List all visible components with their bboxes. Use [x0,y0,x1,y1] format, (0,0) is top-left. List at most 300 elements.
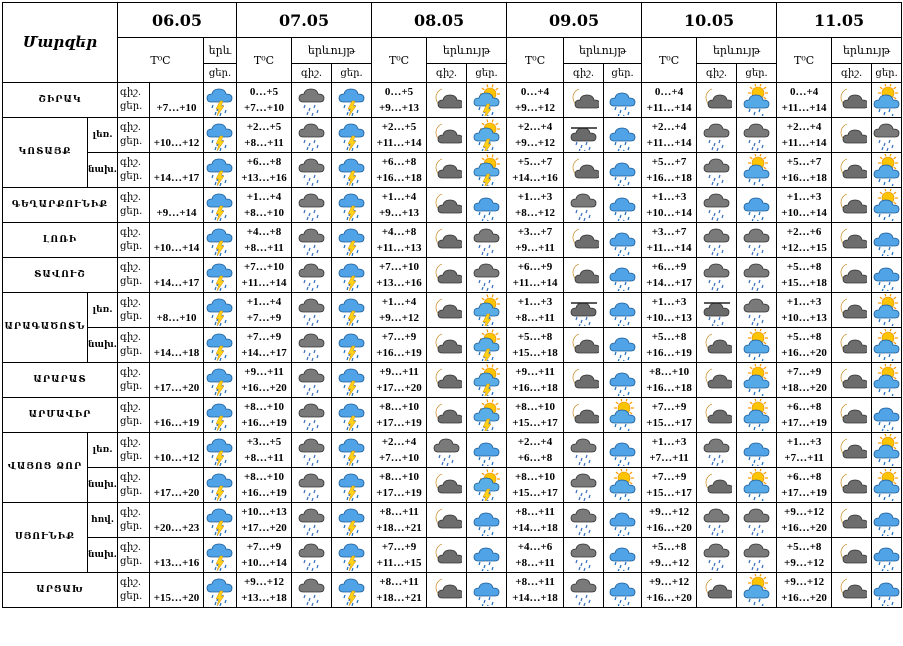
temperature: +2…+5 +8…+11 [237,118,292,153]
cloudy-icon [604,328,642,363]
temperature: +7…+9 +14…+17 [237,328,292,363]
day-night-labels: գիշ. ցեր. [118,538,150,573]
rain-cloud-icon [697,503,737,538]
temperature: +2…+4 +9…+12 [507,118,564,153]
sun-storm-icon [467,118,507,153]
moon-cloud-icon [832,188,872,223]
sun-rain-icon [872,363,902,398]
temperature: +5…+8 +9…+12 [642,538,697,573]
sun-storm-icon [467,398,507,433]
sun-rain-icon [737,573,777,608]
temperature: +8…+11 +14…+18 [507,573,564,608]
moon-cloud-icon [564,258,604,293]
moon-cloud-icon [832,153,872,188]
cloudy-icon [604,433,642,468]
temperature: +7…+9 +15…+17 [642,398,697,433]
temperature: +8…+11 +18…+21 [372,573,427,608]
rain-cloud-icon [872,118,902,153]
cloudy-icon [737,188,777,223]
storm-cloud-icon [332,223,372,258]
storm-cloud-icon [204,363,237,398]
temperature: +9…+12 +16…+20 [642,573,697,608]
day-label: ցեր. [872,64,902,83]
day-label: ցեր. [604,64,642,83]
rain-cloud-icon [292,328,332,363]
moon-cloud-icon [832,223,872,258]
moon-cloud-icon [427,503,467,538]
temperature: +20…+23 [150,503,204,538]
rain-cloud-icon [292,538,332,573]
storm-cloud-icon [204,293,237,328]
phenomenon-header: երևույթ [832,38,902,64]
rain-cloud-icon [292,398,332,433]
temperature: +16…+19 [150,398,204,433]
temperature: +14…+17 [150,258,204,293]
moon-cloud-icon [427,468,467,503]
moon-cloud-icon [697,328,737,363]
moon-cloud-icon [697,573,737,608]
sun-rain-icon [737,153,777,188]
moon-cloud-icon [427,328,467,363]
region-name: ՇԻՐԱԿ [3,83,118,118]
rain-cloud-icon [737,538,777,573]
rain-cloud-icon [737,118,777,153]
rain-cloud-icon [292,503,332,538]
rain-cloud-icon [564,503,604,538]
temperature: +4…+6 +8…+11 [507,538,564,573]
phenomenon-header: երևույթ [697,38,777,64]
moon-cloud-icon [427,258,467,293]
rain-cloud-icon [292,188,332,223]
rain-cloud-icon [292,293,332,328]
sun-rain-icon [872,433,902,468]
temperature: +5…+8 +15…+18 [507,328,564,363]
table-row [3,398,902,433]
storm-cloud-icon [332,118,372,153]
moon-cloud-icon [427,83,467,118]
day-night-labels: գիշ. ցեր. [118,503,150,538]
rain-cloud-icon [697,188,737,223]
cloudy-icon [467,503,507,538]
moon-cloud-icon [832,573,872,608]
table-row [3,573,902,608]
rain-cloud-icon [564,433,604,468]
moon-cloud-icon [832,328,872,363]
cloudy-icon [604,573,642,608]
storm-cloud-icon [332,293,372,328]
rain-cloud-icon [292,363,332,398]
sun-rain-icon [737,328,777,363]
day-night-labels: գիշ. ցեր. [118,188,150,223]
subregion-label: նախ. [88,538,118,573]
temperature: +5…+8 +9…+12 [777,538,832,573]
temperature: +15…+20 [150,573,204,608]
rain-cloud-icon [467,258,507,293]
storm-cloud-icon [332,538,372,573]
moon-cloud-icon [832,118,872,153]
sun-rain-icon [872,293,902,328]
moon-cloud-icon [427,223,467,258]
storm-cloud-icon [204,258,237,293]
temperature: +1…+4 +9…+13 [372,188,427,223]
temperature: +1…+3 +10…+14 [777,188,832,223]
temperature: +7…+9 +16…+19 [372,328,427,363]
sun-rain-icon [604,468,642,503]
day-night-labels: գիշ. ցեր. [118,468,150,503]
rain-cloud-icon [697,118,737,153]
temperature: +10…+14 [150,223,204,258]
moon-cloud-icon [697,398,737,433]
moon-cloud-icon [427,398,467,433]
temperature: +10…+12 [150,433,204,468]
forecast-table [2,2,902,608]
cloudy-icon [604,118,642,153]
date-header: 11.05 [777,3,902,38]
storm-cloud-icon [204,398,237,433]
rain-cloud-icon [697,223,737,258]
temperature: +1…+3 +10…+13 [777,293,832,328]
temperature: +8…+10 +17…+19 [372,468,427,503]
temp-header: T⁰C [118,38,204,83]
temperature: +8…+10 +17…+19 [372,398,427,433]
sun-rain-icon [872,153,902,188]
moon-cloud-icon [427,153,467,188]
moon-cloud-icon [427,573,467,608]
sun-rain-icon [872,188,902,223]
cloudy-icon [467,538,507,573]
storm-cloud-icon [204,328,237,363]
moon-cloud-icon [427,293,467,328]
subregion-label: հով. [88,503,118,538]
date-header: 09.05 [507,3,642,38]
temperature: +9…+12 +16…+20 [777,503,832,538]
table-row [3,293,902,328]
moon-cloud-icon [832,468,872,503]
moon-cloud-icon [564,398,604,433]
temperature: +8…+10 +15…+17 [507,398,564,433]
storm-cloud-icon [332,363,372,398]
moon-cloud-icon [427,118,467,153]
storm-cloud-icon [204,118,237,153]
day-night-labels: գիշ. ցեր. [118,398,150,433]
moon-cloud-icon [564,363,604,398]
day-night-labels: գիշ. ցեր. [118,573,150,608]
temperature: 0…+4 +9…+12 [507,83,564,118]
temperature: +8…+11 +14…+18 [507,503,564,538]
region-name: ՏԱՎՈՒՇ [3,258,118,293]
region-name: ԱՐԱՐԱՏ [3,363,118,398]
storm-cloud-icon [332,503,372,538]
temperature: +7…+10 +11…+14 [237,258,292,293]
day-night-labels: գիշ. ցեր. [118,328,150,363]
day-night-labels: գիշ. ցեր. [118,223,150,258]
temp-header: T⁰C [372,38,427,83]
sun-storm-icon [467,468,507,503]
cloudy-icon [872,258,902,293]
day-night-labels: գիշ. ցեր. [118,153,150,188]
subregion-label: լեռ. [88,293,118,328]
temperature: +9…+12 +16…+20 [777,573,832,608]
moon-cloud-icon [832,363,872,398]
storm-cloud-icon [204,153,237,188]
moon-cloud-icon [427,363,467,398]
temperature: +1…+3 +8…+11 [507,293,564,328]
cloudy-icon [604,503,642,538]
temperature: +6…+9 +14…+17 [642,258,697,293]
rain-cloud-icon [564,188,604,223]
night-label: գիշ. [292,64,332,83]
day-night-labels: գիշ. ցեր. [118,293,150,328]
rain-cloud-icon [292,573,332,608]
temperature: 0…+5 +9…+13 [372,83,427,118]
night-label: գիշ. [832,64,872,83]
moon-cloud-icon [697,83,737,118]
temperature: +6…+9 +11…+14 [507,258,564,293]
temperature: +7…+9 +10…+14 [237,538,292,573]
cloudy-icon [872,538,902,573]
cloudy-icon [604,258,642,293]
temperature: +2…+4 +11…+14 [777,118,832,153]
storm-cloud-icon [204,188,237,223]
storm-cloud-icon [204,538,237,573]
temperature: +9…+11 +16…+18 [507,363,564,398]
region-name: ԳԵՂԱՐՔՈՒՆԻՔ [3,188,118,223]
temp-header: T⁰C [507,38,564,83]
date-header: 08.05 [372,3,507,38]
rain-cloud-icon [737,293,777,328]
fog-cloud-icon [564,293,604,328]
temperature: +1…+4 +8…+10 [237,188,292,223]
region-name: ԱՐՄԱՎԻՐ [3,398,118,433]
temperature: +2…+4 +6…+8 [507,433,564,468]
table-row [3,153,902,188]
rain-cloud-icon [564,573,604,608]
temperature: +17…+20 [150,363,204,398]
temperature: +1…+3 +10…+14 [642,188,697,223]
temp-header: T⁰C [777,38,832,83]
day-night-labels: գիշ. ցեր. [118,433,150,468]
storm-cloud-icon [332,433,372,468]
temperature: +7…+10 [150,83,204,118]
moon-cloud-icon [564,153,604,188]
storm-cloud-icon [332,468,372,503]
cloudy-icon [604,83,642,118]
day-night-labels: գիշ. ցեր. [118,118,150,153]
rain-cloud-icon [427,433,467,468]
cloudy-icon [467,573,507,608]
temperature: +7…+9 +15…+17 [642,468,697,503]
moon-cloud-icon [832,503,872,538]
rain-cloud-icon [292,433,332,468]
moon-cloud-icon [697,363,737,398]
day-night-labels: գիշ. ցեր. [118,83,150,118]
temperature: +14…+18 [150,328,204,363]
storm-cloud-icon [332,398,372,433]
moon-cloud-icon [427,538,467,573]
temperature: +9…+14 [150,188,204,223]
rain-cloud-icon [564,538,604,573]
table-row [3,433,902,468]
day-label: ցեր. [737,64,777,83]
storm-cloud-icon [204,503,237,538]
temperature: +8…+10 +15…+17 [507,468,564,503]
date-header: 07.05 [237,3,372,38]
subregion-label: լեռ. [88,118,118,153]
sun-storm-icon [467,293,507,328]
day-label: ցեր. [204,64,237,83]
temperature: +5…+7 +16…+18 [642,153,697,188]
sun-rain-icon [604,398,642,433]
sun-rain-icon [872,83,902,118]
regions-header: Մարզեր [3,3,118,83]
temperature: +8…+11 +18…+21 [372,503,427,538]
table-row [3,503,902,538]
table-row [3,258,902,293]
table-row [3,223,902,258]
temperature: +2…+4 +7…+10 [372,433,427,468]
rain-cloud-icon [737,503,777,538]
region-name: ԱՐՑԱԽ [3,573,118,608]
region-name: ԼՈՌԻ [3,223,118,258]
day-night-labels: գիշ. ցեր. [118,363,150,398]
temperature: +8…+10 +16…+18 [642,363,697,398]
rain-cloud-icon [292,468,332,503]
cloudy-icon [604,188,642,223]
temperature: +8…+10 +16…+19 [237,398,292,433]
temperature: +13…+16 [150,538,204,573]
moon-cloud-icon [832,293,872,328]
temperature: 0…+4 +11…+14 [777,83,832,118]
storm-cloud-icon [332,83,372,118]
subregion-label: նախ. [88,328,118,363]
sun-rain-icon [737,83,777,118]
cloudy-icon [604,153,642,188]
sun-rain-icon [737,398,777,433]
region-name: ՎԱՅՈՑ ՁՈՐ [3,433,88,503]
storm-cloud-icon [332,328,372,363]
rain-cloud-icon [292,83,332,118]
cloudy-icon [604,223,642,258]
temperature: +9…+12 +13…+18 [237,573,292,608]
temperature: +3…+7 +11…+14 [642,223,697,258]
night-label: գիշ. [697,64,737,83]
temperature: +6…+8 +17…+19 [777,398,832,433]
fog-cloud-icon [564,118,604,153]
date-header: 06.05 [118,3,237,38]
table-row [3,538,902,573]
table-row [3,83,902,118]
temperature: +9…+12 +16…+20 [642,503,697,538]
table-row [3,188,902,223]
temperature: +6…+8 +16…+18 [372,153,427,188]
rain-cloud-icon [697,258,737,293]
rain-cloud-icon [467,223,507,258]
table-row [3,328,902,363]
moon-cloud-icon [564,328,604,363]
storm-cloud-icon [204,573,237,608]
region-name: ԱՐԱԳԱԾՈՏՆ [3,293,88,363]
temperature: +7…+9 +18…+20 [777,363,832,398]
moon-cloud-icon [832,258,872,293]
night-label: գիշ. [564,64,604,83]
sun-rain-icon [737,363,777,398]
temperature: +1…+3 +7…+11 [642,433,697,468]
region-name: ՍՅՈՒՆԻՔ [3,503,88,573]
temp-header: T⁰C [642,38,697,83]
date-header: 10.05 [642,3,777,38]
sun-storm-icon [467,83,507,118]
subregion-label: նախ. [88,153,118,188]
rain-cloud-icon [737,258,777,293]
temperature: +9…+11 +16…+20 [237,363,292,398]
temperature: +2…+6 +12…+15 [777,223,832,258]
sun-rain-icon [872,468,902,503]
cloudy-icon [467,188,507,223]
temperature: 0…+5 +7…+10 [237,83,292,118]
storm-cloud-icon [204,433,237,468]
rain-cloud-icon [292,153,332,188]
temperature: +10…+12 [150,118,204,153]
rain-cloud-icon [697,433,737,468]
day-night-labels: գիշ. ցեր. [118,258,150,293]
temperature: +3…+5 +8…+11 [237,433,292,468]
storm-cloud-icon [204,223,237,258]
temperature: +4…+8 +8…+11 [237,223,292,258]
temperature: +10…+13 +17…+20 [237,503,292,538]
temperature: +1…+3 +8…+12 [507,188,564,223]
temperature: +1…+3 +7…+11 [777,433,832,468]
moon-cloud-icon [832,538,872,573]
temperature: +2…+4 +11…+14 [642,118,697,153]
moon-cloud-icon [832,398,872,433]
storm-cloud-icon [332,188,372,223]
phenomenon-header: երևույթ [427,38,507,64]
cloudy-icon [872,398,902,433]
temperature: +6…+8 +13…+16 [237,153,292,188]
phenomenon-header: երևույթ [564,38,642,64]
table-row [3,118,902,153]
rain-cloud-icon [697,538,737,573]
temperature: +6…+8 +17…+19 [777,468,832,503]
sun-rain-icon [737,468,777,503]
cloudy-icon [604,538,642,573]
storm-cloud-icon [332,153,372,188]
temperature: +1…+4 +9…+12 [372,293,427,328]
temperature: +8…+10 +16…+19 [237,468,292,503]
temperature: +7…+9 +11…+15 [372,538,427,573]
sun-storm-icon [467,153,507,188]
storm-cloud-icon [332,258,372,293]
cloudy-icon [467,433,507,468]
rain-cloud-icon [737,223,777,258]
temperature: +14…+17 [150,153,204,188]
cloudy-icon [872,223,902,258]
temp-header: T⁰C [237,38,292,83]
temperature: +5…+8 +15…+18 [777,258,832,293]
moon-cloud-icon [832,433,872,468]
day-label: ցեր. [332,64,372,83]
temperature: +4…+8 +11…+13 [372,223,427,258]
table-row [3,363,902,398]
storm-cloud-icon [204,468,237,503]
cloudy-icon [604,293,642,328]
temperature: +1…+3 +10…+13 [642,293,697,328]
temperature: +5…+8 +16…+20 [777,328,832,363]
moon-cloud-icon [564,83,604,118]
region-name: ԿՈՏԱՅՔ [3,118,88,188]
rain-cloud-icon [292,223,332,258]
moon-cloud-icon [697,468,737,503]
